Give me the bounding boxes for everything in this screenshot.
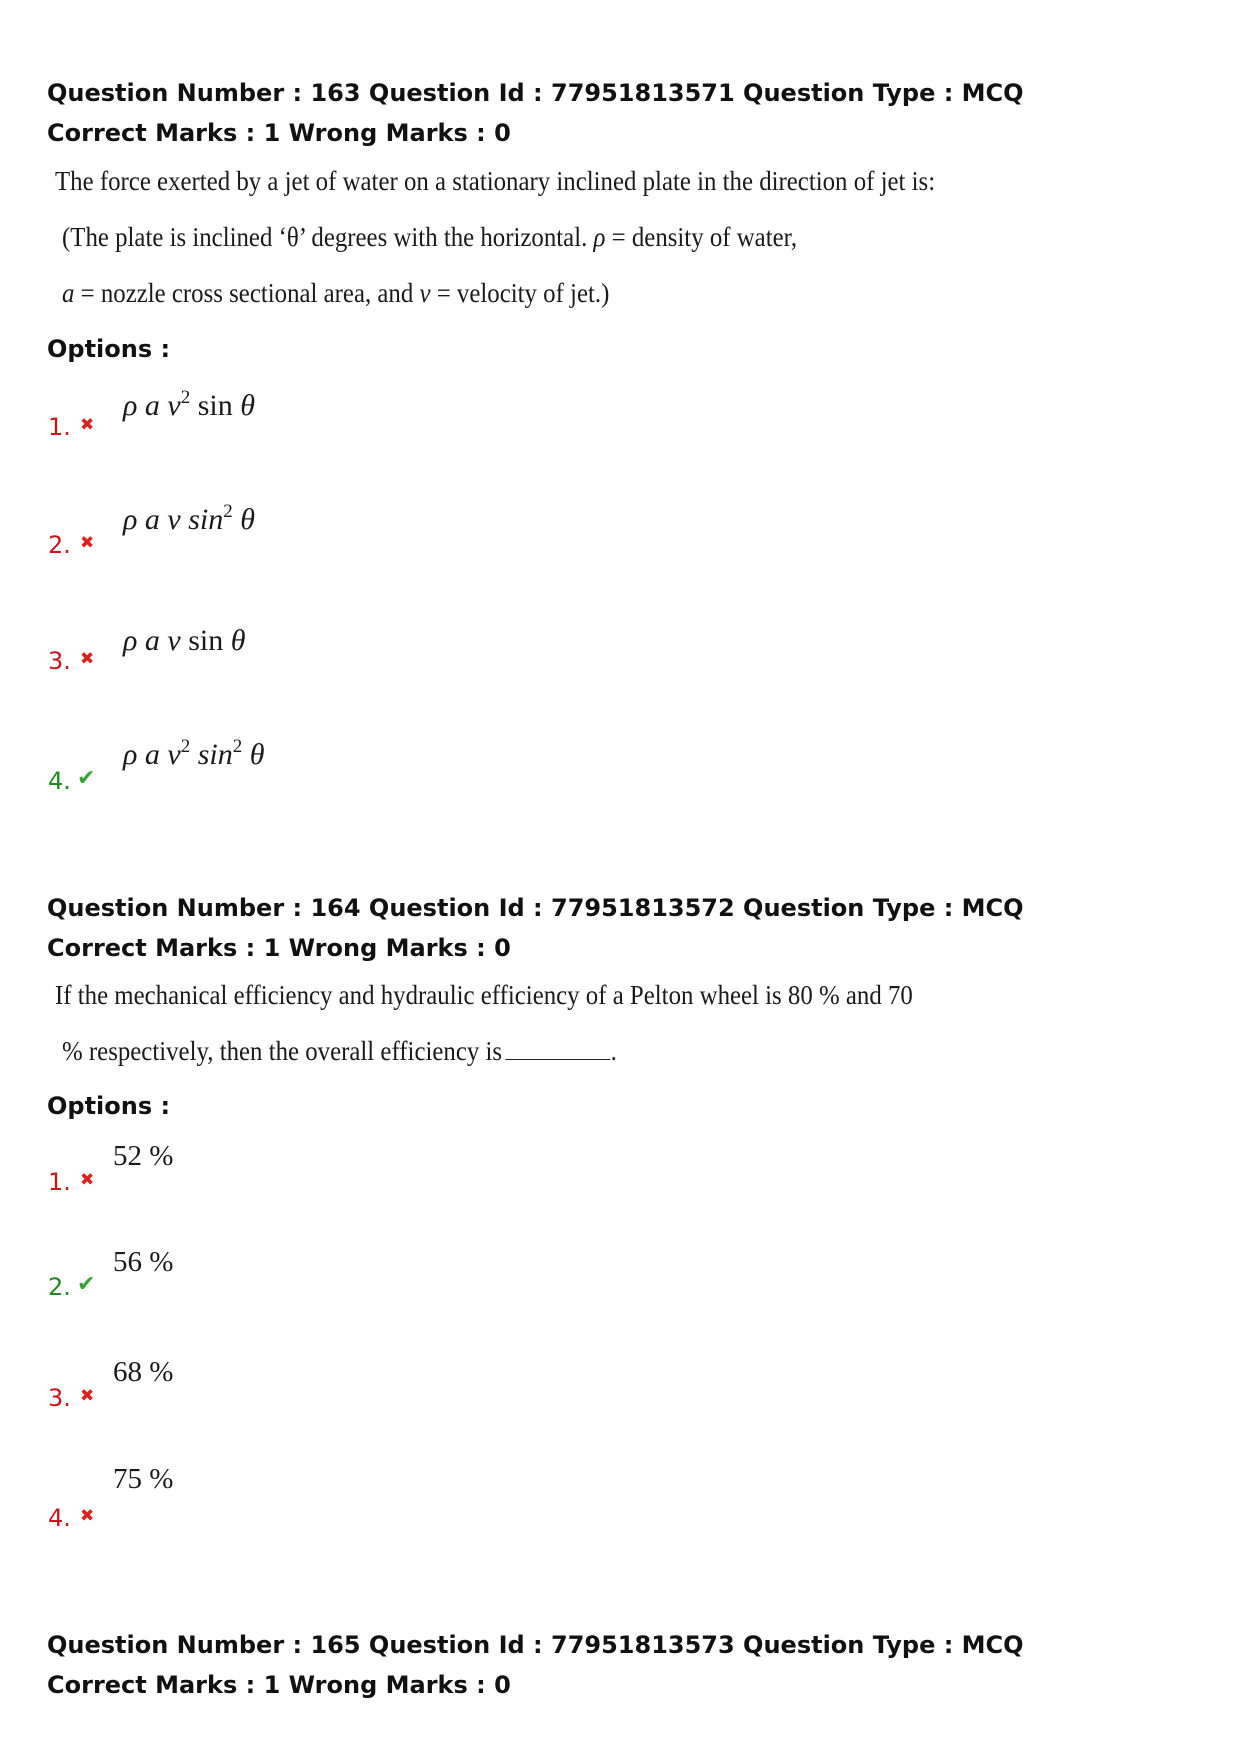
formula-function: sin: [190, 389, 241, 422]
option-formula: [123, 737, 264, 773]
marks-line: Correct Marks : 1 Wrong Marks : 0: [47, 1671, 511, 1699]
option-formula: [123, 502, 255, 538]
option-number: 2.: [48, 531, 71, 559]
wrong-mark-icon: ✖: [80, 1506, 95, 1526]
symbol-v: v: [419, 278, 431, 308]
option-value: 75 %: [113, 1463, 174, 1495]
option-number: 4.: [48, 767, 71, 795]
question-text: = density of water,: [605, 222, 798, 252]
wrong-mark-icon: ✖: [80, 1170, 95, 1190]
question-text: (The plate is inclined ‘θ’ degrees with the horizontal.: [62, 222, 594, 252]
question-text-line: [62, 1035, 617, 1067]
formula-exponent: 2: [180, 736, 191, 757]
options-label: Options :: [47, 1092, 171, 1120]
question-header: Question Number : 163 Question Id : 77951813571 Question Type : MCQ: [47, 79, 1024, 107]
formula-base: ρ a v: [123, 389, 181, 422]
wrong-mark-icon: ✖: [80, 533, 95, 553]
wrong-mark-icon: ✖: [80, 415, 95, 435]
answer-blank: [506, 1035, 611, 1060]
formula-variable: θ: [240, 389, 255, 422]
option-value: 52 %: [113, 1140, 174, 1172]
option-formula: [123, 388, 255, 424]
question-text: If the mechanical efficiency and hydraulic efficiency of a Pelton wheel is 80 % and 70: [55, 980, 913, 1010]
formula-variable: θ: [230, 624, 246, 657]
option-formula: [123, 623, 245, 659]
formula-exponent: 2: [232, 736, 243, 757]
question-text-line: [55, 979, 913, 1011]
correct-check-icon: ✔: [77, 766, 96, 791]
formula-function: sin: [180, 503, 224, 536]
correct-check-icon: ✔: [77, 1272, 96, 1297]
option-number: 1.: [48, 413, 71, 441]
wrong-mark-icon: ✖: [80, 1386, 95, 1406]
formula-exponent: 2: [180, 387, 191, 408]
formula-base: ρ a v: [123, 738, 181, 771]
formula-base: ρ a v: [123, 624, 181, 657]
option-value: 68 %: [113, 1356, 174, 1388]
question-text: = nozzle cross sectional area, and: [74, 278, 420, 308]
question-header: Question Number : 164 Question Id : 77951813572 Question Type : MCQ: [47, 894, 1024, 922]
marks-line: Correct Marks : 1 Wrong Marks : 0: [47, 119, 511, 147]
option-value: 56 %: [113, 1246, 174, 1278]
question-header: Question Number : 165 Question Id : 77951813573 Question Type : MCQ: [47, 1631, 1024, 1659]
options-label: Options :: [47, 335, 171, 363]
formula-variable: θ: [242, 738, 265, 771]
formula-base: ρ a v: [123, 503, 181, 536]
symbol-rho: ρ: [593, 222, 606, 252]
question-text: % respectively, then the overall efficiency is: [62, 1036, 503, 1066]
formula-function: sin: [180, 624, 231, 657]
option-number: 4.: [48, 1504, 71, 1532]
option-number: 2.: [48, 1273, 71, 1301]
question-text-line: [55, 165, 935, 197]
formula-variable: θ: [232, 503, 255, 536]
question-text-line: [62, 277, 609, 309]
symbol-a: a: [62, 278, 75, 308]
option-number: 1.: [48, 1168, 71, 1196]
formula-exponent: 2: [223, 501, 233, 522]
question-text-line: [62, 221, 797, 253]
question-text: .: [610, 1036, 617, 1066]
marks-line: Correct Marks : 1 Wrong Marks : 0: [47, 934, 511, 962]
option-number: 3.: [48, 1384, 71, 1412]
formula-function: sin: [190, 738, 233, 771]
option-number: 3.: [48, 647, 71, 675]
question-text: The force exerted by a jet of water on a stationary inclined plate in the direction of jet is:: [55, 166, 936, 196]
wrong-mark-icon: ✖: [80, 649, 95, 669]
question-text: = velocity of jet.): [430, 278, 610, 308]
